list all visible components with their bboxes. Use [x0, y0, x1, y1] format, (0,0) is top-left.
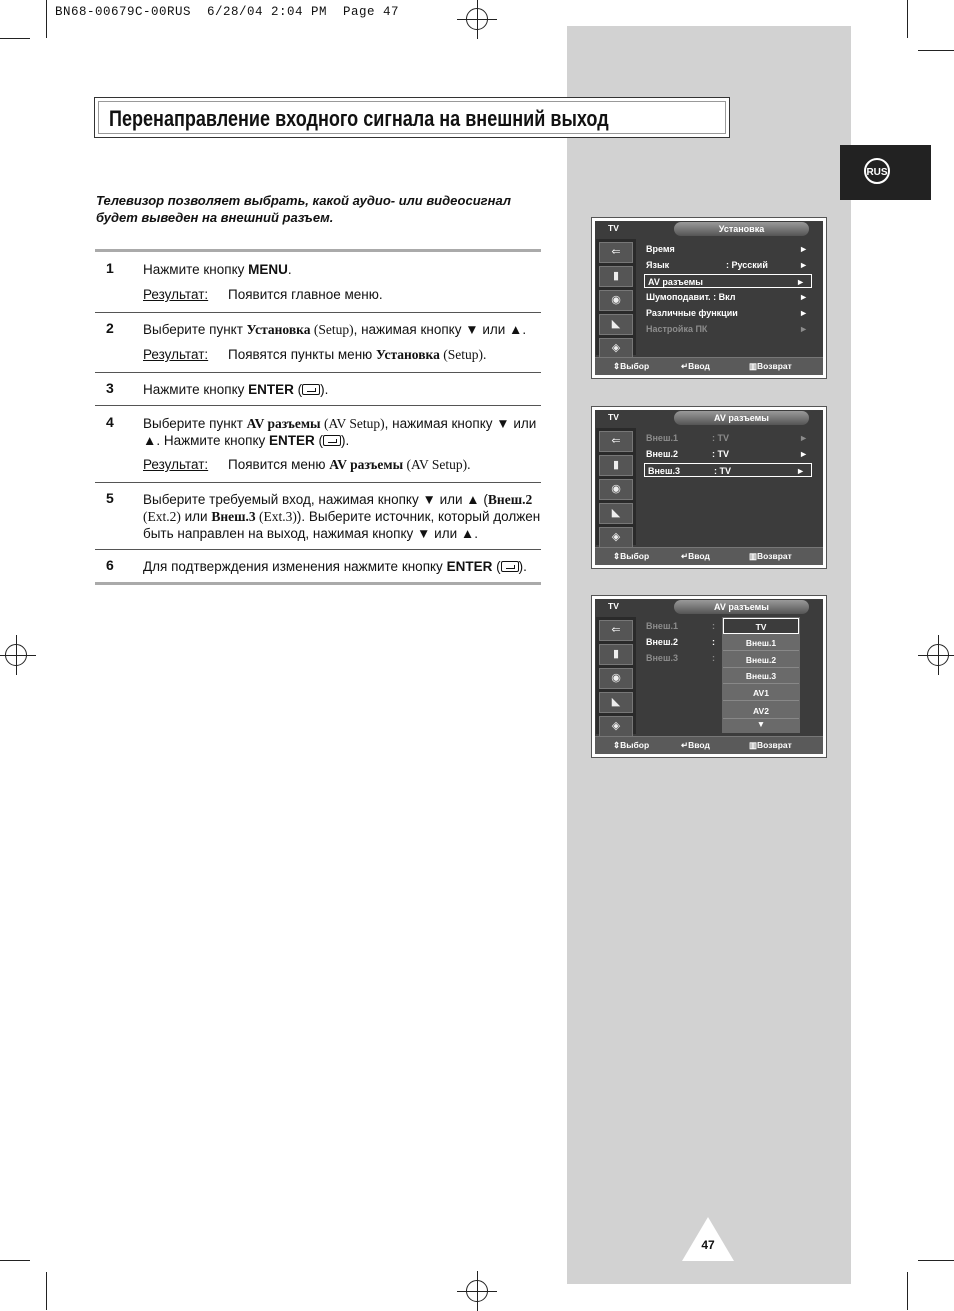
- step-number: 6: [106, 557, 114, 573]
- step-separator: [95, 482, 541, 483]
- osd-source-label: TV: [608, 223, 619, 233]
- sound-icon: ▮: [599, 266, 633, 287]
- step-separator: [95, 372, 541, 373]
- step-separator: [95, 312, 541, 313]
- sound-icon: ▮: [599, 455, 633, 476]
- result-text: Появится главное меню.: [228, 287, 383, 302]
- osd-menu-item: Настройка ПК ►: [646, 324, 808, 334]
- print-header: BN68-00679C-00RUS 6/28/04 2:04 PM Page 47: [55, 5, 400, 19]
- osd-source-label: TV: [608, 412, 619, 422]
- osd-icon-column: [596, 617, 636, 734]
- setup-icon: ◣: [599, 692, 633, 713]
- step-text: Выберите пункт AV разъемы (AV Setup), нажимая кнопку ▼ или ▲. Нажмите кнопку ENTER ( ).: [143, 416, 537, 448]
- step-text: Нажмите кнопку ENTER ( ).: [143, 382, 329, 397]
- enter-icon: [323, 435, 341, 446]
- osd-menu-item: Шумоподавит. : Вкл ►: [646, 292, 808, 302]
- result-label: Результат:: [143, 287, 209, 302]
- osd-title: AV разъемы: [674, 600, 809, 614]
- osd-title: Установка: [674, 222, 809, 236]
- registration-mark: [927, 644, 949, 666]
- setup-icon: ◣: [599, 503, 633, 524]
- step-text: Выберите пункт Установка (Setup), нажимая кнопку ▼ или ▲.: [143, 322, 527, 337]
- result-label: Результат:: [143, 457, 209, 472]
- title-box: [94, 97, 730, 138]
- enter-icon: [302, 384, 320, 395]
- dropdown-option: AV1: [723, 685, 799, 701]
- language-badge: RUS: [864, 158, 890, 184]
- input-icon: ◈: [599, 716, 633, 737]
- crop-mark: [918, 1260, 954, 1261]
- registration-mark: [466, 8, 488, 30]
- step-number: 3: [106, 380, 114, 396]
- enter-icon: [501, 561, 519, 572]
- osd-menu-item: Время ►: [646, 244, 808, 254]
- step-number: 1: [106, 260, 114, 276]
- osd-menu-item: Внеш.3 :: [646, 653, 715, 663]
- step-number: 4: [106, 414, 114, 430]
- osd-nav-bar: ⇕ Выбор ↵ Ввод ▥ Возврат: [595, 736, 823, 754]
- result-text: Появятся пункты меню Установка (Setup).: [228, 347, 487, 362]
- osd-menu-item-selected: Внеш.3 : TV ►: [644, 463, 812, 477]
- page-number: 47: [701, 1238, 715, 1252]
- registration-mark: [5, 644, 27, 666]
- dropdown-option: Внеш.3: [723, 668, 799, 684]
- picture-icon: ⇐: [599, 242, 633, 263]
- dropdown-option: AV2: [723, 703, 799, 719]
- step-text: Нажмите кнопку MENU.: [143, 262, 292, 277]
- crop-mark: [0, 38, 30, 39]
- registration-mark: [466, 1280, 488, 1302]
- osd-menu-item: Внеш.2 : TV ►: [646, 449, 808, 459]
- dropdown-option: Внеш.2: [723, 652, 799, 668]
- crop-mark: [907, 0, 908, 38]
- step-separator: [95, 405, 541, 406]
- dropdown-option-selected: TV: [723, 618, 799, 634]
- osd-nav-bar: ⇕ Выбор ↵ Ввод ▥ Возврат: [595, 357, 823, 375]
- crop-mark: [46, 1272, 47, 1310]
- osd-nav-bar: ⇕ Выбор ↵ Ввод ▥ Возврат: [595, 547, 823, 565]
- osd-icon-column: [596, 428, 636, 545]
- source-dropdown: [722, 617, 800, 733]
- setup-icon: ◣: [599, 314, 633, 335]
- osd-screen-av-setup: [591, 406, 827, 569]
- crop-mark: [0, 1260, 30, 1261]
- sound-icon: ▮: [599, 644, 633, 665]
- input-icon: ◈: [599, 527, 633, 548]
- dropdown-option: Внеш.1: [723, 635, 799, 651]
- result-text: Появится меню AV разъемы (AV Setup).: [228, 457, 471, 472]
- osd-icon-column: [596, 239, 636, 355]
- channel-icon: ◉: [599, 479, 633, 500]
- chevron-down-icon: ▼: [756, 719, 766, 729]
- step-separator: [95, 549, 541, 550]
- crop-mark: [907, 1272, 908, 1310]
- picture-icon: ⇐: [599, 431, 633, 452]
- steps-bottom-rule: [95, 582, 541, 585]
- osd-screen-av-select: [591, 595, 827, 758]
- osd-menu-item: Язык : Русский ►: [646, 260, 808, 270]
- osd-menu-item: Различные функции ►: [646, 308, 808, 318]
- osd-title: AV разъемы: [674, 411, 809, 425]
- channel-icon: ◉: [599, 668, 633, 689]
- osd-menu-item-selected: AV разъемы ►: [644, 274, 812, 288]
- osd-source-label: TV: [608, 601, 619, 611]
- step-text: Для подтверждения изменения нажмите кнопку ENTER ( ).: [143, 559, 527, 574]
- input-icon: ◈: [599, 338, 633, 359]
- intro-text: Телевизор позволяет выбрать, какой аудио- или видеосигнал будет выведен на внешний разъем.: [96, 193, 511, 225]
- step-number: 2: [106, 320, 114, 336]
- osd-menu-item: Внеш.1 :: [646, 621, 715, 631]
- channel-icon: ◉: [599, 290, 633, 311]
- page-title: Перенаправление входного сигнала на внешний выход: [109, 106, 609, 131]
- step-number: 5: [106, 490, 114, 506]
- crop-mark: [46, 0, 47, 38]
- crop-mark: [918, 50, 954, 51]
- step-text: Выберите требуемый вход, нажимая кнопку ▼ или ▲ (Внеш.2 (Ext.2) или Внеш.3 (Ext.3)). Выберите источник, который должен быть направлен на выход, нажимая кнопку ▼ или ▲.: [143, 492, 541, 541]
- language-tab: [840, 145, 931, 200]
- osd-menu-item: Внеш.1 : TV ►: [646, 433, 808, 443]
- result-label: Результат:: [143, 347, 209, 362]
- picture-icon: ⇐: [599, 620, 633, 641]
- osd-screen-setup: [591, 217, 827, 379]
- steps-top-rule: [95, 249, 541, 252]
- osd-menu-item: Внеш.2 :: [646, 637, 715, 647]
